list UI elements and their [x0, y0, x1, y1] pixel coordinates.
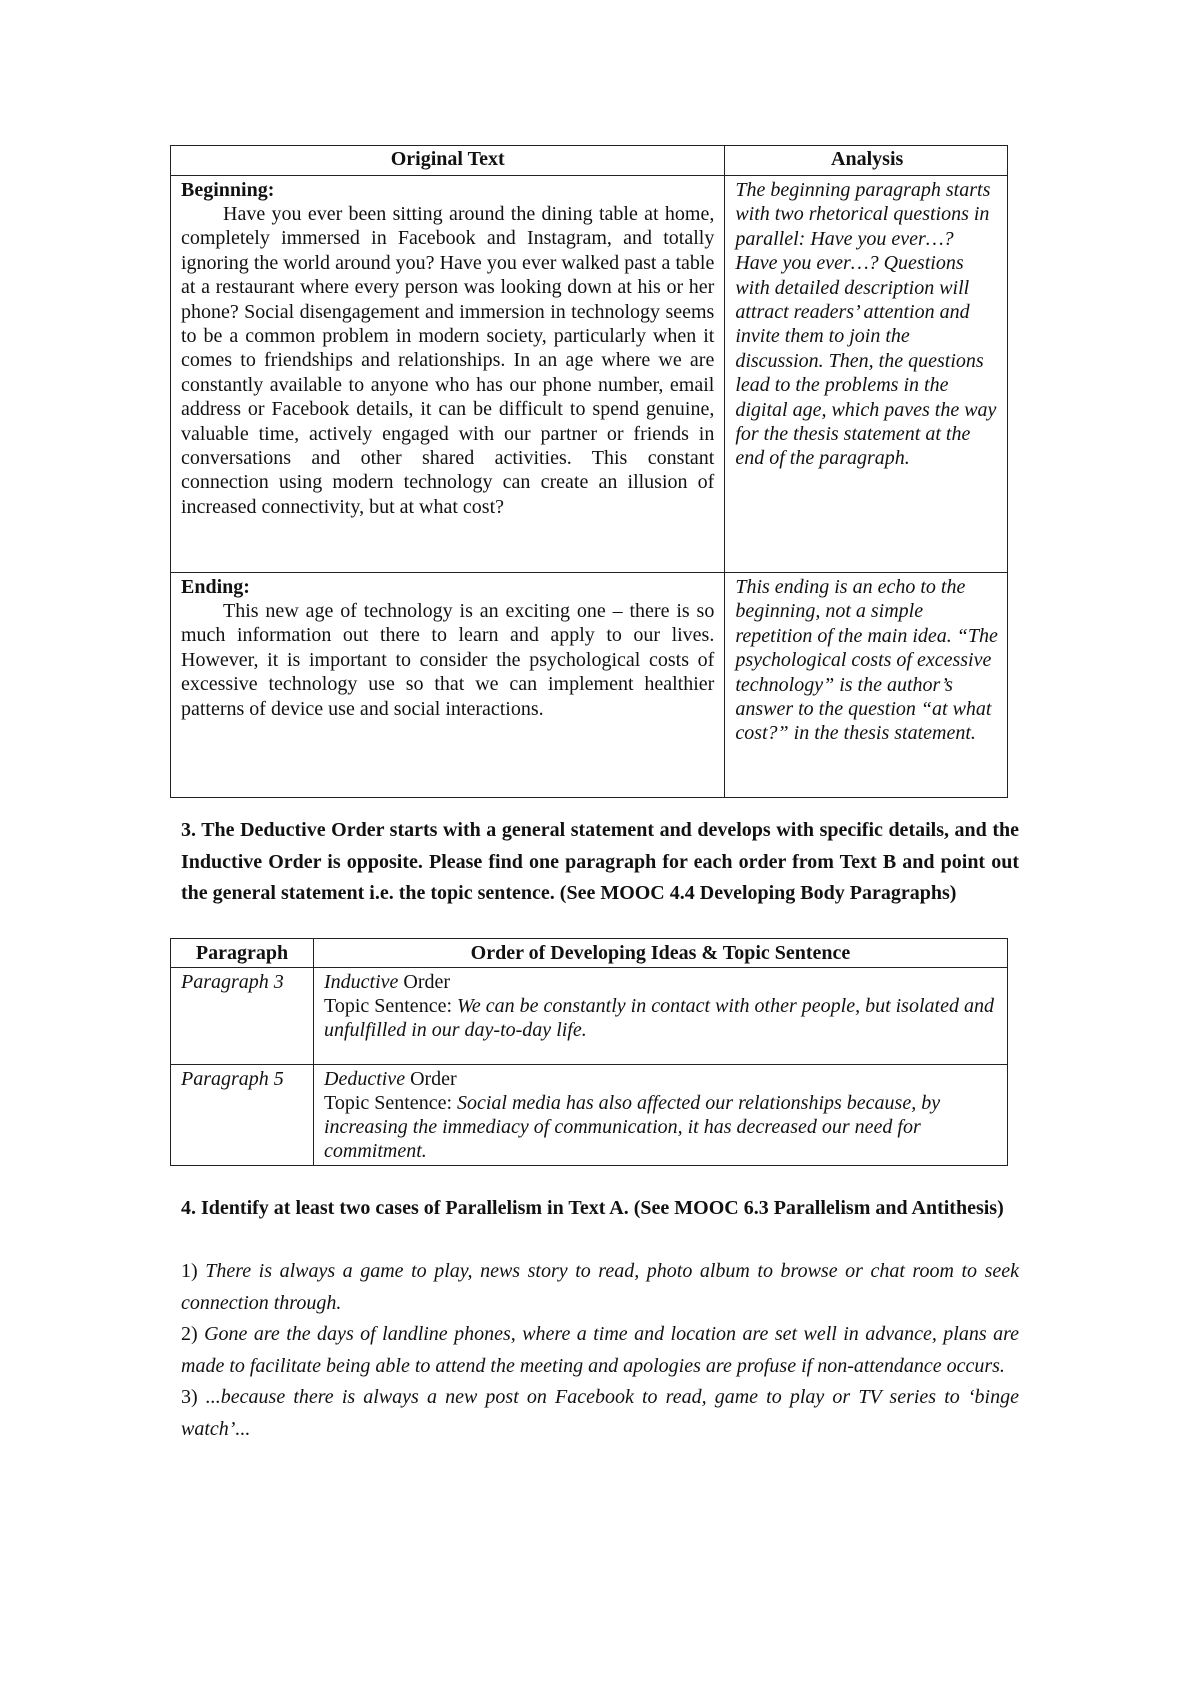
order-word: Order [405, 1068, 457, 1090]
list-item-text: ...because there is always a new post on Facebook to read, game to play or TV series to ‘binge watch’... [181, 1386, 1019, 1440]
table-row [171, 968, 1008, 1065]
list-item-text: There is always a game to play, news story to read, photo album to browse or chat room to seek connection through. [181, 1260, 1019, 1314]
list-item-number: 2) [181, 1323, 205, 1345]
column-header-paragraph: Paragraph [171, 939, 314, 968]
topic-sentence: Social media has also affected our relationships because, by increasing the immediacy of communication, it has decreased our need for commitment. [324, 1092, 941, 1162]
column-header-order: Order of Developing Ideas & Topic Sentence [314, 939, 1008, 968]
order-cell [314, 968, 1008, 1065]
column-header-analysis: Analysis [725, 146, 1008, 176]
table-header-row [171, 939, 1008, 968]
list-item [181, 1319, 1019, 1382]
beginning-paragraph: Have you ever been sitting around the dining table at home, completely immersed in Facebook and Instagram, and totally ignoring the world around you? Have you ever walked past a table at a restaurant where every person was looking down at his or her phone? Social disengagement and immersion in technology seems to be a common problem in modern society, particularly when it comes to friendships and relationships. In an age where we are constantly available to anyone who has our phone number, email address or Facebook details, it can be difficult to spend genuine, valuable time, actively engaged with our partner or friends in conversations and other shared activities. This constant connection using modern technology can create an illusion of increased connectivity, but at what cost? [181, 203, 715, 518]
topic-sentence-line [324, 1091, 997, 1163]
row-label-beginning: Beginning: [181, 179, 275, 201]
paragraph-cell: Paragraph 5 [171, 1065, 314, 1166]
analysis-cell [725, 573, 1008, 798]
table-row-beginning [171, 176, 1008, 573]
analysis-table [170, 145, 1008, 798]
order-table [170, 938, 1008, 1166]
table-header-row [171, 146, 1008, 176]
original-text-cell [171, 573, 725, 798]
topic-sentence: We can be constantly in contact with other people, but isolated and unfulfilled in our day-to-day life. [324, 995, 994, 1041]
table-row-ending [171, 573, 1008, 798]
order-cell [314, 1065, 1008, 1166]
list-item [181, 1256, 1019, 1319]
list-item [181, 1382, 1019, 1445]
ending-paragraph: This new age of technology is an exciting one – there is so much information out there to learn and apply to our lives. However, it is important to consider the psychological costs of excessive technology use so that we can implement healthier patterns of device use and social interactions. [181, 600, 715, 720]
original-text-cell [171, 176, 725, 573]
topic-label: Topic Sentence: [324, 1092, 457, 1114]
beginning-analysis: The beginning paragraph starts with two rhetorical questions in parallel: Have you ever…? Have you ever…? Questions with detailed description will attract readers’ attention and invite them to join the discussion. Then, the questions lead to the problems in the digital age, which paves the way for the thesis statement at the end of the paragraph. [735, 179, 997, 470]
row-label-ending: Ending: [181, 576, 250, 598]
question-4-heading: 4. Identify at least two cases of Parallelism in Text A. (See MOOC 6.3 Parallelism and Antithesis) [181, 1197, 1004, 1219]
order-line [324, 970, 997, 994]
ending-analysis: This ending is an echo to the beginning, not a simple repetition of the main idea. “The psychological costs of excessive technology” is the author’s answer to the question “at what cost?” in the thesis statement. [735, 576, 998, 745]
list-item-number: 3) [181, 1386, 206, 1408]
topic-label: Topic Sentence: [324, 995, 457, 1017]
list-item-number: 1) [181, 1260, 206, 1282]
table-row [171, 1065, 1008, 1166]
order-type: Inductive [324, 971, 399, 993]
paragraph-cell: Paragraph 3 [171, 968, 314, 1065]
analysis-cell [725, 176, 1008, 573]
order-type: Deductive [324, 1068, 406, 1090]
parallelism-list [181, 1256, 1019, 1445]
question-3-heading: 3. The Deductive Order starts with a general statement and develops with specific details, and the Inductive Order is opposite. Please find one paragraph for each order from Text B and point out the general statement i.e. the topic sentence. (See MOOC 4.4 Developing Body Paragraphs) [181, 819, 1019, 904]
topic-sentence-line [324, 994, 997, 1042]
order-word: Order [398, 971, 451, 993]
column-header-original-text: Original Text [171, 146, 725, 176]
list-item-text: Gone are the days of landline phones, where a time and location are set well in advance, plans are made to facilitate being able to attend the meeting and apologies are profuse if non-attendance occurs. [181, 1323, 1019, 1377]
order-line [324, 1067, 997, 1091]
